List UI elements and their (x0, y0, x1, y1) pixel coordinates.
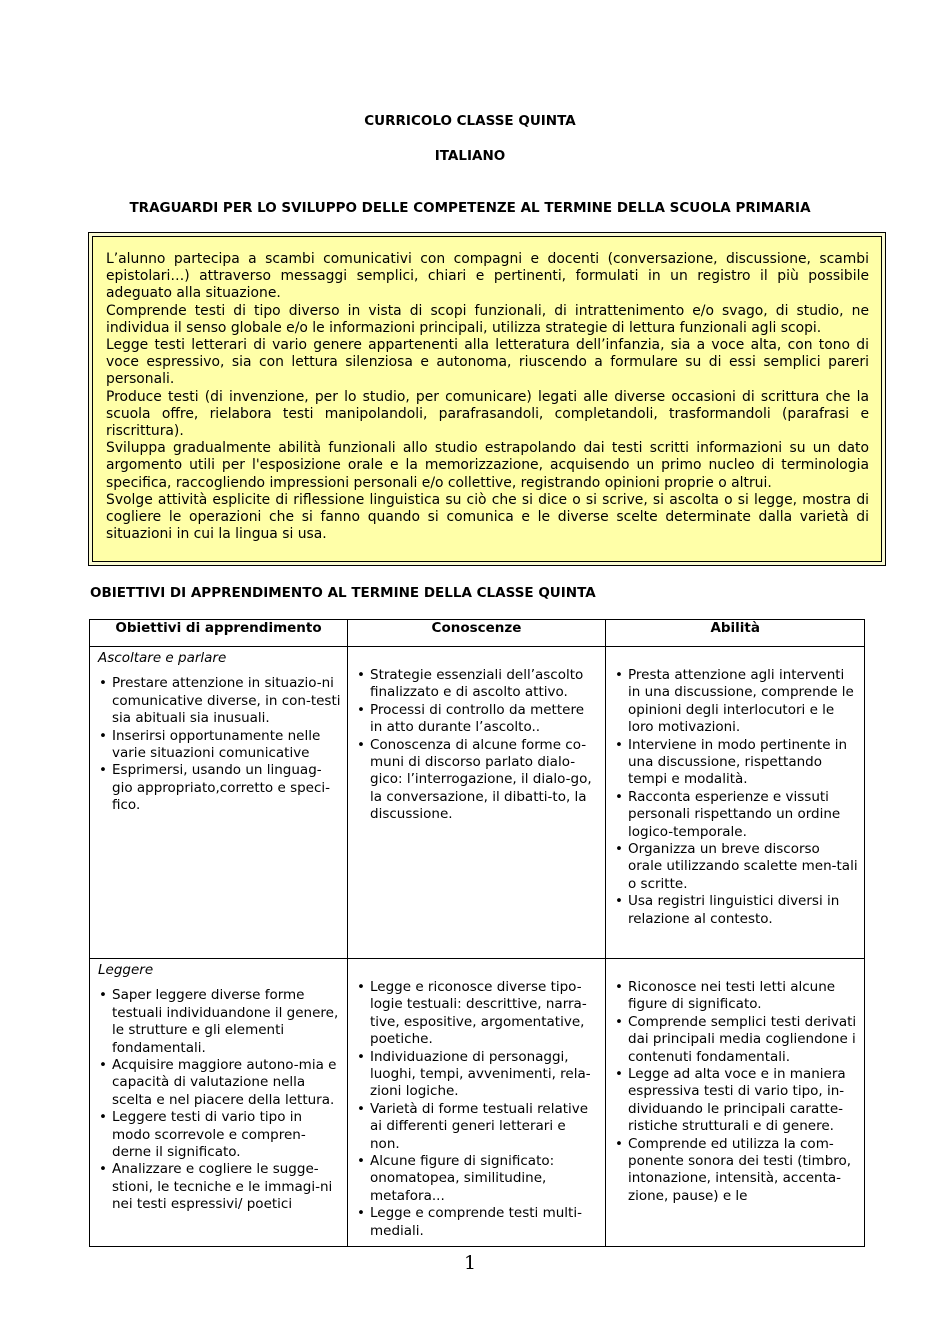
section-label: Leggere (98, 962, 154, 978)
list-item: • Riconosce nei testi letti alcune figure di significato. (614, 979, 858, 1014)
subject-title: ITALIANO (434, 148, 506, 164)
column-header-abilita: Abilità (606, 620, 865, 647)
cell-obiettivi (90, 647, 348, 959)
obiettivi-list (98, 675, 341, 814)
traguardi-box-inner (92, 236, 882, 562)
table-row (90, 647, 865, 959)
cell-conoscenze (348, 959, 606, 1247)
traguardo-paragraph: L’alunno partecipa a scambi comunicativi con compagni e docenti (conversazione, discussione, scambi epistolari…) attraverso messaggi semplici, chiari e pertinenti, formulati in un registro il più possibile adeguato alla situazione. (106, 251, 869, 302)
list-item: • Organizza un breve discorso orale utilizzando scalette men-tali o scritte. (614, 841, 858, 893)
list-item: • Conoscenza di alcune forme co-muni di discorso parlato dialo- gico: l’interrogazione, il dialo-go, la conversazione, il dibatti-to, la discussione. (356, 737, 599, 824)
traguardo-paragraph: Comprende testi di tipo diverso in vista di scopi funzionali, di intrattenimento e/o svago, di studio, ne individua il senso globale e/o le informazioni principali, utilizza strategie di lettura funzionali agli scopi. (106, 302, 869, 336)
list-item: • Prestare attenzione in situazio-ni comunicative diverse, in con-testi sia abituali sia inusuali. (98, 675, 341, 727)
list-item: • Leggere testi di vario tipo in modo scorrevole e compren-derne il significato. (98, 1109, 341, 1161)
cell-obiettivi (90, 959, 348, 1247)
list-item: • Alcune figure di significato: onomatopea, similitudine, metafora... (356, 1153, 599, 1205)
list-item: • Inserirsi opportunamente nelle varie situazioni comunicative (98, 728, 341, 763)
list-item: • Usa registri linguistici diversi in relazione al contesto. (614, 893, 858, 928)
list-item: • Legge e riconosce diverse tipo-logie testuali: descrittive, narra-tive, espositive, argomentative, poetiche. (356, 979, 599, 1049)
list-item: • Comprende ed utilizza la com-ponente sonora dei testi (timbro, intonazione, intensità, accenta-zione, pause) e le (614, 1136, 858, 1206)
list-item: • Analizzare e cogliere le sugge-stioni, le tecniche e le immagi-ni nei testi espressivi/ poetici (98, 1161, 341, 1213)
list-item: • Saper leggere diverse forme testuali individuandone il genere, le strutture e gli elementi fondamentali. (98, 987, 341, 1057)
traguardo-paragraph: Legge testi letterari di vario genere appartenenti alla letteratura dell’infanzia, sia a voce alta, con tono di voce espressivo, sia con lettura silenziosa e autonoma, riuscendo a formulare su di essi semplici pareri personali. (106, 337, 869, 388)
list-item: • Acquisire maggiore autono-mia e capacità di valutazione nella scelta e nel piacere della lettura. (98, 1057, 341, 1109)
table-row (90, 959, 865, 1247)
traguardo-paragraph: Produce testi (di invenzione, per lo studio, per comunicare) legati alle diverse occasioni di scrittura che la scuola offre, rielabora testi manipolandoli, parafrasandoli, completandoli, trasformandoli (parafrasi e riscrittura). (106, 388, 869, 440)
obiettivi-list (98, 987, 341, 1213)
traguardi-heading: TRAGUARDI PER LO SVILUPPO DELLE COMPETENZE AL TERMINE DELLA SCUOLA PRIMARIA (129, 200, 811, 216)
cell-abilita (606, 647, 865, 959)
list-item: • Comprende semplici testi derivati dai principali media cogliendone i contenuti fondamentali. (614, 1014, 858, 1066)
list-item: • Varietà di forme testuali relative ai differenti generi letterari e non. (356, 1101, 599, 1153)
list-item: • Presta attenzione agli interventi in una discussione, comprende le opinioni degli interlocutori e le loro motivazioni. (614, 667, 858, 737)
list-item: • Individuazione di personaggi, luoghi, tempi, avvenimenti, rela-zioni logiche. (356, 1049, 599, 1101)
list-item: • Racconta esperienze e vissuti personali rispettando un ordine logico-temporale. (614, 789, 858, 841)
conoscenze-list (356, 979, 599, 1240)
page-number: 1 (464, 1252, 477, 1274)
list-item: • Esprimersi, usando un linguag-gio appropriato,corretto e speci-fico. (98, 762, 341, 814)
traguardo-paragraph: Sviluppa gradualmente abilità funzionali allo studio estrapolando dai testi scritti informazioni su un dato argomento utili per l'esposizione orale e la memorizzazione, acquisendo un primo nucleo di terminologia specifica, raccogliendo impressioni personali e/o collettive, registrando opinioni proprie o altrui. (106, 440, 869, 491)
list-item: • Legge e comprende testi multi-mediali. (356, 1205, 599, 1240)
column-header-obiettivi: Obiettivi di apprendimento (90, 620, 348, 647)
cell-abilita (606, 959, 865, 1247)
conoscenze-list (356, 667, 599, 824)
obiettivi-heading: OBIETTIVI DI APPRENDIMENTO AL TERMINE DELLA CLASSE QUINTA (90, 585, 596, 601)
column-header-conoscenze: Conoscenze (348, 620, 606, 647)
cell-conoscenze (348, 647, 606, 959)
list-item: • Processi di controllo da mettere in atto durante l’ascolto.. (356, 702, 599, 737)
section-label: Ascoltare e parlare (98, 650, 227, 666)
traguardi-box (88, 232, 886, 566)
obiettivi-table (89, 619, 865, 1247)
abilita-list (614, 667, 858, 928)
abilita-list (614, 979, 858, 1205)
list-item: • Legge ad alta voce e in maniera espressiva testi di vario tipo, in-dividuando le principali caratte-ristiche strutturali e di genere. (614, 1066, 858, 1136)
traguardo-paragraph: Svolge attività esplicite di riflessione linguistica su ciò che si dice o si scrive, si ascolta o si legge, mostra di cogliere le operazioni che si fanno quando si comunica e le diverse scelte determinate dalla varietà di situazioni in cui la lingua si usa. (106, 491, 869, 543)
list-item: • Strategie essenziali dell’ascolto finalizzato e di ascolto attivo. (356, 667, 599, 702)
page-title: CURRICOLO CLASSE QUINTA (364, 113, 576, 129)
table-header-row (90, 620, 865, 647)
list-item: • Interviene in modo pertinente in una discussione, rispettando tempi e modalità. (614, 737, 858, 789)
